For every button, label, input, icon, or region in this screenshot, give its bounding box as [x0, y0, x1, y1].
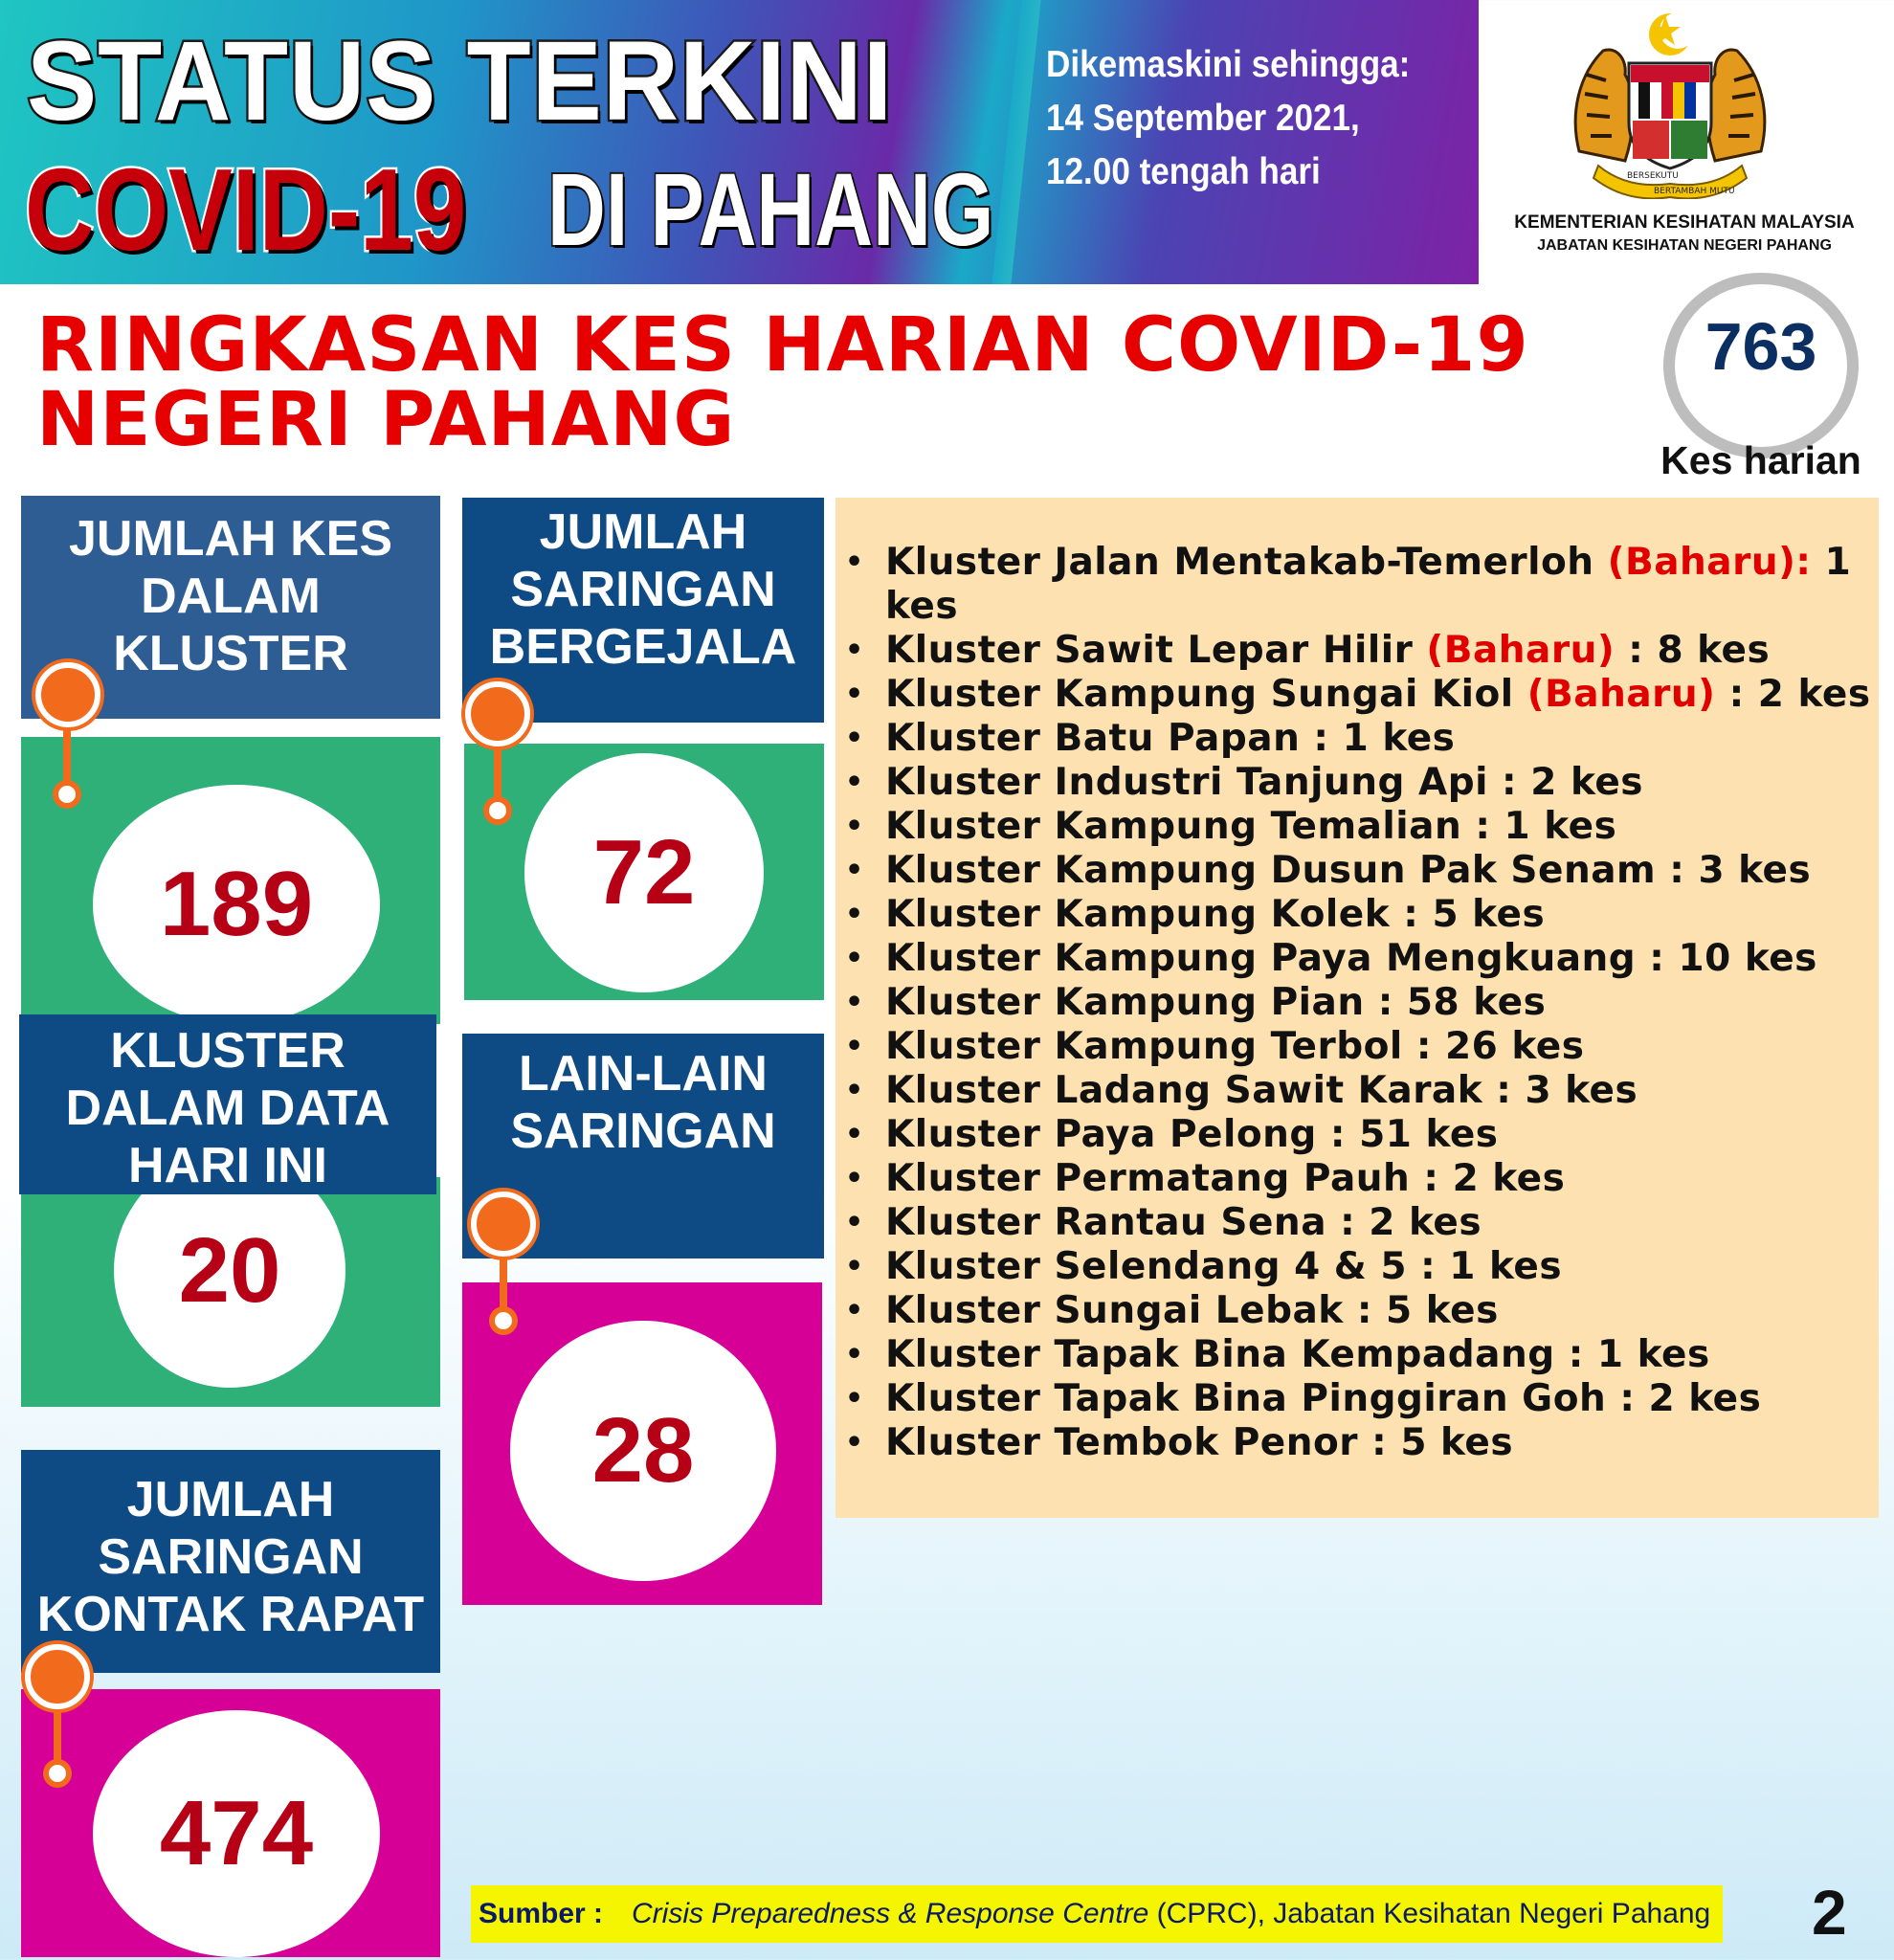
cluster-item [845, 1113, 1879, 1157]
motto-right: BERTAMBAH MUTU [1654, 187, 1735, 196]
cluster-name: Kluster Permatang Pauh [885, 1157, 1411, 1200]
cluster-case-count: 2 kes [1757, 673, 1871, 716]
department-name: JABATAN KESIHATAN NEGERI PAHANG [1537, 237, 1832, 254]
cluster-item [845, 1201, 1879, 1245]
other-screening-value: 28 [510, 1321, 776, 1581]
pin-dot-icon [483, 796, 512, 825]
cluster-name: Kluster Tapak Bina Kempadang [885, 1333, 1555, 1376]
cluster-separator: : [1461, 805, 1504, 848]
pin-dot-icon [489, 1306, 518, 1335]
cluster-separator: : [1656, 849, 1699, 892]
clusters-today-label-3: HARI INI [128, 1138, 327, 1193]
update-info [1046, 38, 1410, 199]
cluster-new-tag: (Baharu): [1607, 541, 1812, 584]
cluster-case-count: 26 kes [1445, 1025, 1585, 1068]
cluster-case-count: 51 kes [1359, 1113, 1499, 1156]
cluster-separator: : [1402, 1025, 1446, 1068]
cluster-name: Kluster Kampung Terbol [885, 1025, 1403, 1068]
cluster-separator: : [1636, 937, 1679, 980]
cluster-separator: : [1326, 1201, 1370, 1244]
close-contacts-header [21, 1450, 440, 1673]
symptomatic-value: 72 [524, 753, 764, 992]
cluster-case-count: 1 kes [1596, 1333, 1710, 1376]
motto-left: BERSEKUTU [1627, 171, 1679, 181]
title-place: DI PAHANG [547, 151, 994, 267]
symptomatic-label-3: BERGEJALA [489, 619, 797, 675]
cluster-name: Kluster Kampung Dusun Pak Senam [885, 849, 1657, 892]
map-pin-icon [465, 681, 530, 746]
symptomatic-label-1: JUMLAH [539, 504, 747, 560]
pin-stem [494, 737, 501, 804]
clusters-today-value: 20 [114, 1153, 345, 1388]
summary-title: RINGKASAN KES HARIAN COVID-19 [36, 302, 1529, 389]
cluster-new-tag: (Baharu) [1526, 673, 1716, 716]
cluster-name: Kluster Selendang 4 & 5 [885, 1245, 1408, 1288]
cluster-cases-value: 189 [93, 785, 380, 1024]
cluster-case-count: 1 kes [1449, 1245, 1563, 1288]
cluster-new-tag: (Baharu) [1426, 629, 1615, 672]
cluster-cases-panel [21, 737, 440, 1024]
cluster-case-count: 2 kes [1530, 761, 1644, 804]
cluster-separator: : [1358, 1421, 1401, 1464]
cluster-cases-label-1: JUMLAH KES [68, 511, 393, 567]
cluster-name: Kluster Batu Papan [885, 717, 1301, 760]
cluster-item [845, 1421, 1879, 1465]
cluster-name: Kluster Kampung Sungai Kiol [885, 673, 1514, 716]
close-contacts-label-3: KONTAK RAPAT [36, 1587, 425, 1642]
cluster-separator: : [1343, 1289, 1387, 1332]
symptomatic-panel [464, 744, 824, 1000]
cluster-item [845, 673, 1879, 717]
update-time: 12.00 tengah hari [1046, 151, 1321, 192]
cluster-separator: : [1482, 1069, 1526, 1112]
cluster-item [845, 1245, 1879, 1289]
pin-dot-icon [43, 1759, 72, 1788]
cluster-case-count: 1 kes [1342, 717, 1456, 760]
cluster-name: Kluster Kampung Temalian [885, 805, 1462, 848]
other-screening-panel [462, 1282, 822, 1605]
map-pin-icon [471, 1192, 536, 1257]
cluster-item [845, 937, 1879, 981]
cluster-separator: : [1606, 1377, 1649, 1420]
cluster-case-count: 3 kes [1698, 849, 1812, 892]
close-contacts-panel [21, 1689, 440, 1957]
cluster-item [845, 761, 1879, 805]
cluster-separator: : [1316, 1113, 1360, 1156]
cluster-case-count: 3 kes [1525, 1069, 1638, 1112]
cluster-case-count: 1 kes [1504, 805, 1617, 848]
summary-subtitle: NEGERI PAHANG [36, 377, 736, 463]
cluster-name: Kluster Paya Pelong [885, 1113, 1317, 1156]
cluster-separator: : [1487, 761, 1531, 804]
cluster-item [845, 1289, 1879, 1333]
daily-cases-label: Kes harian [1660, 438, 1861, 482]
clusters-today-header [19, 1014, 436, 1194]
cluster-item [845, 1157, 1879, 1201]
map-pin-icon [25, 1644, 90, 1709]
update-label: Dikemaskini sehingga: [1046, 44, 1411, 85]
cluster-case-count: 1 kes [885, 541, 1852, 628]
cluster-name: Kluster Tembok Penor [885, 1421, 1359, 1464]
map-pin-icon [35, 662, 100, 727]
cluster-case-count: 5 kes [1386, 1289, 1499, 1332]
cluster-item [845, 981, 1879, 1025]
close-contacts-label-2: SARINGAN [98, 1529, 364, 1585]
cluster-name: Kluster Sawit Lepar Hilir [885, 629, 1414, 672]
cluster-item [845, 1377, 1879, 1421]
symptomatic-label-2: SARINGAN [510, 562, 776, 617]
source-org: Crisis Preparedness & Response Centre [632, 1898, 1149, 1929]
cluster-case-count: 2 kes [1648, 1377, 1762, 1420]
cluster-case-count: 5 kes [1432, 893, 1546, 936]
clusters-today-label-2: DALAM DATA [65, 1080, 390, 1136]
source-bar [471, 1885, 1723, 1943]
cluster-separator: : [1407, 1245, 1450, 1288]
cluster-list [845, 541, 1879, 1465]
cluster-case-count: 2 kes [1369, 1201, 1482, 1244]
cluster-separator: : [1410, 1157, 1453, 1200]
title-status-terkini: STATUS TERKINI [27, 18, 894, 145]
pin-dot-icon [53, 780, 81, 809]
cluster-separator: : [1615, 629, 1658, 672]
source-rest: (CPRC), Jabatan Kesihatan Negeri Pahang [1148, 1898, 1711, 1929]
cluster-item [845, 849, 1879, 893]
cluster-separator: : [1554, 1333, 1597, 1376]
cluster-item [845, 1025, 1879, 1069]
cluster-cases-label-3: KLUSTER [113, 626, 348, 681]
cluster-case-count: 10 kes [1678, 937, 1817, 980]
cluster-case-count: 5 kes [1400, 1421, 1514, 1464]
cluster-name: Kluster Ladang Sawit Karak [885, 1069, 1483, 1112]
cluster-item [845, 629, 1879, 673]
cluster-name: Kluster Kampung Pian [885, 981, 1365, 1024]
cluster-separator: : [1300, 717, 1343, 760]
cluster-item [845, 1069, 1879, 1113]
update-date: 14 September 2021, [1046, 98, 1360, 139]
ministry-name: KEMENTERIAN KESIHATAN MALAYSIA [1514, 212, 1855, 233]
cluster-item [845, 1333, 1879, 1377]
cluster-item [845, 541, 1861, 629]
cluster-case-count: 8 kes [1657, 629, 1771, 672]
cluster-separator: : [1364, 981, 1407, 1024]
coat-of-arms-logo [1550, 8, 1790, 199]
cluster-name: Kluster Kampung Kolek [885, 893, 1391, 936]
cluster-name: Kluster Rantau Sena [885, 1201, 1327, 1244]
close-contacts-label-1: JUMLAH [126, 1472, 335, 1527]
source-label: Sumber : [479, 1898, 604, 1929]
close-contacts-value: 474 [93, 1710, 380, 1957]
cluster-name: Kluster Jalan Mentakab-Temerloh [885, 541, 1594, 584]
cluster-item [845, 717, 1879, 761]
cluster-item [845, 893, 1879, 937]
daily-cases-value: 763 [1705, 309, 1817, 384]
cluster-name: Kluster Sungai Lebak [885, 1289, 1344, 1332]
cluster-separator: : [1715, 673, 1758, 716]
cluster-separator: : [1390, 893, 1433, 936]
cluster-case-count: 58 kes [1406, 981, 1547, 1024]
cluster-name: Kluster Kampung Paya Mengkuang [885, 937, 1637, 980]
cluster-name: Kluster Industri Tanjung Api [885, 761, 1488, 804]
title-covid: COVID-19 [25, 145, 467, 275]
cluster-cases-label-2: DALAM [141, 568, 321, 624]
cluster-case-count: 2 kes [1452, 1157, 1566, 1200]
page-number: 2 [1812, 1877, 1847, 1948]
cluster-name: Kluster Tapak Bina Pinggiran Goh [885, 1377, 1607, 1420]
cluster-item [845, 805, 1879, 849]
other-screening-label-1: LAIN-LAIN [519, 1046, 768, 1102]
clusters-today-label-1: KLUSTER [110, 1023, 345, 1079]
other-screening-label-2: SARINGAN [510, 1103, 776, 1159]
clusters-today-panel [21, 1177, 440, 1407]
